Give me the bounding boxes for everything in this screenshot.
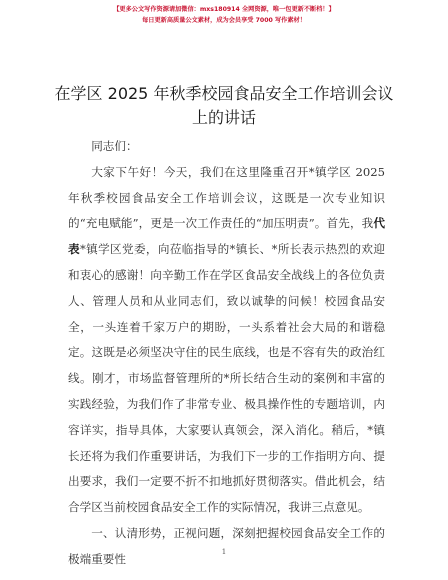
page-number: 1 xyxy=(221,548,227,556)
document-title-line-2: 上的讲话 xyxy=(191,108,256,127)
salutation: 同志们： xyxy=(91,139,138,153)
promo-banner xyxy=(0,4,448,26)
document-title xyxy=(40,82,408,130)
section-heading-1: 一、认清形势，正视问题，深刻把握校园食品安全工作的极端重要性 xyxy=(68,525,385,566)
document-body xyxy=(68,134,385,573)
bold-text: 代表 xyxy=(68,216,385,257)
promo-banner-line-2: 每日更新高质量公文素材，成为会员享受 7000 写作素材！ xyxy=(142,17,306,24)
paragraph-opening-part-b: *镇学区党委，向莅临指导的*镇长、*所长表示热烈的欢迎和衷心的感谢！向辛勤工作在学区食品安全战线上的各位负责人、管理人员和从业同志们，致以诚挚的问候！校园食品安全，一头连着千家万户的期盼，一头系着社会大局的和谐稳定。这既是必须坚决守住的民生底线，也是不容有失的政治红线。刚才，市场监督管理所的*所长结合生动的案例和丰富的实践经验，为我们作了非常专业、极具操作性的专题培训，内容详实，指导具体，大家要认真领会，深入消化。稍后，*镇长还将为我们作重要讲话，为我们下一步的工作指明方向、提出要求，我们一定要不折不扣地抓好贯彻落实。借此机会，结合学区当前校园食品安全工作的实际情况，我讲三点意见。 xyxy=(68,242,385,515)
paragraph-opening-part-a: 大家下午好！今天，我们在这里隆重召开*镇学区 2025 年秋季校园食品安全工作培训会议，这既是一次专业知识的“充电赋能”，更是一次工作责任的“加压明责”。首先，我 xyxy=(68,164,385,231)
document-title-line-1: 在学区 2025 年秋季校园食品安全工作培训会议 xyxy=(54,84,394,103)
paragraph-opening xyxy=(68,160,385,521)
promo-banner-line-1: 【更多公文写作资源请加微信：mxs180914 全网资源，唯一包更新不断档！】 xyxy=(113,6,335,13)
